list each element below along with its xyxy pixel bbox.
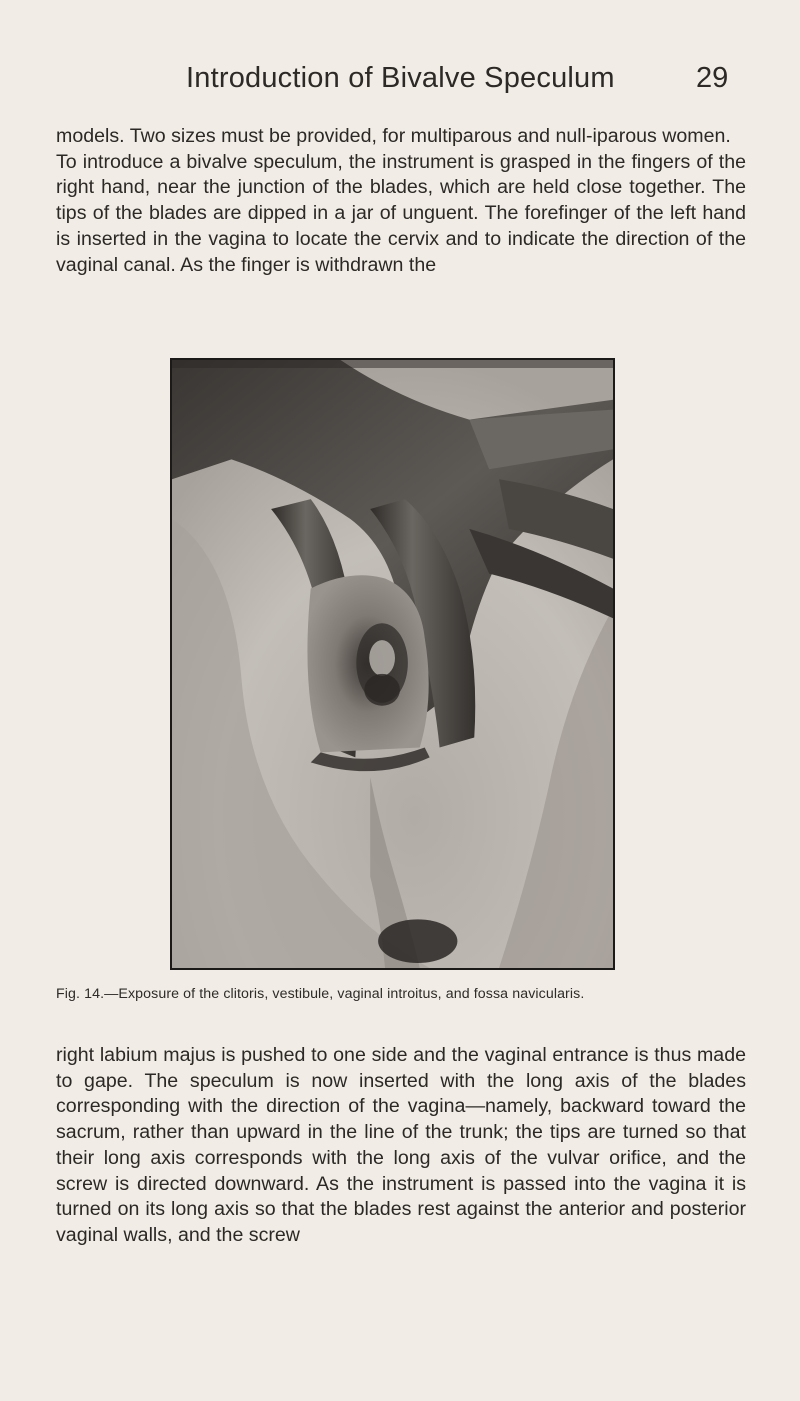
page-number: 29: [696, 62, 729, 94]
running-head: [0, 62, 800, 112]
running-title: Introduction of Bivalve Speculum: [186, 62, 615, 94]
body-paragraph: [56, 150, 746, 279]
figure-photograph: [170, 358, 615, 970]
paragraph-text: To introduce a bivalve speculum, the instrument is grasped in the fingers of the right hand, near the junction of the blades, which are held close together. The tips of the blades are dipped in a jar of unguent. The forefinger of the left hand is inserted in the vagina to locate the cervix and to indicate the direction of the vaginal canal. As the finger is withdrawn the: [56, 150, 746, 276]
text-block-top: [56, 124, 746, 278]
text-block-bottom: [56, 1043, 746, 1249]
body-paragraph-continued: right labium majus is pushed to one side and the vaginal entrance is thus made to gape. The speculum is now inserted with the long axis of the blades corresponding with the direction of the vagina—namely, backward toward the sacrum, rather than upward in the line of the trunk; the tips are turned so that their long axis corresponds with the long axis of the vulvar orifice, and the screw is directed downward. As the instrument is passed into the vagina it is turned on its long axis so that the blades rest against the anterior and posterior vaginal walls, and the screw: [56, 1044, 746, 1246]
photograph-illustration: [172, 360, 613, 968]
continuation-paragraph: models. Two sizes must be provided, for multiparous and null-iparous women.: [56, 125, 731, 147]
figure-caption: Fig. 14.—Exposure of the clitoris, vestibule, vaginal introitus, and fossa navicularis.: [56, 986, 585, 1002]
